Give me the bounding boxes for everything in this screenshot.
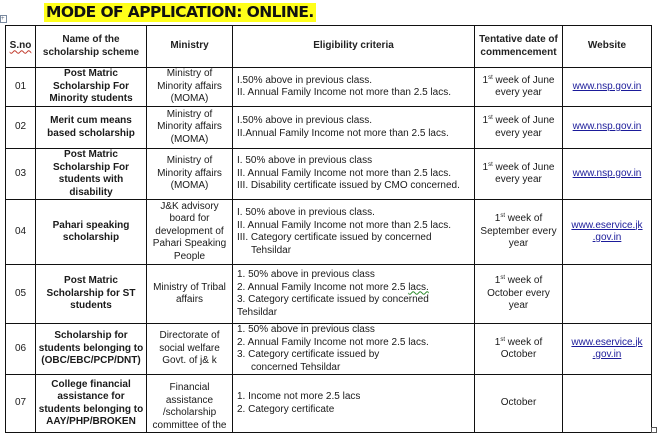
cell-ministry: Ministry of Tribal affairs <box>147 265 233 324</box>
eligibility-criterion: I. 50% above in previous class <box>237 155 373 167</box>
eligibility-criterion: II. Annual Family Income not more than 2.5 lacs. <box>237 219 451 231</box>
table-row <box>6 68 652 107</box>
cell-commencement-date <box>475 324 563 375</box>
scholarship-table <box>5 25 652 433</box>
table-row <box>6 107 652 149</box>
header-date: Tentative date of commencement <box>475 26 563 68</box>
date-ordinal-suffix: st <box>500 336 505 343</box>
date-ordinal-suffix: st <box>488 161 493 168</box>
cell-eligibility <box>233 200 475 265</box>
eligibility-criterion: I.50% above in previous class. <box>237 74 373 86</box>
date-text: October <box>500 397 537 409</box>
cell-website <box>563 149 652 200</box>
page-heading <box>0 1 661 23</box>
cell-ministry: J&K advisory board for development of Pahari Speaking People <box>147 200 233 265</box>
cell-scheme-name: College financial assistance for students belonging to AAY/PHP/BROKEN <box>36 375 147 433</box>
cell-sno: 01 <box>6 68 36 107</box>
eligibility-criterion: II. Annual Family Income not more than 2.5 lacs. <box>237 87 451 98</box>
cell-eligibility <box>233 324 475 375</box>
cell-website <box>563 200 652 265</box>
eligibility-criterion: 1. 50% above in previous class <box>237 324 375 335</box>
date-text: week of October every year <box>487 275 550 312</box>
eligibility-criterion: III. Category certificate issued by concerned <box>237 232 432 243</box>
cell-sno: 02 <box>6 107 36 149</box>
eligibility-criterion: 1. Income not more 2.5 lacs <box>237 391 361 402</box>
cell-scheme-name: Pahari speaking scholarship <box>36 200 147 265</box>
cell-sno: 03 <box>6 149 36 200</box>
cell-ministry: Ministry of Minority affairs (MOMA) <box>147 107 233 149</box>
cell-eligibility <box>233 375 475 433</box>
cell-website <box>563 68 652 107</box>
cell-ministry: Financial assistance /scholarship committee of the <box>147 375 233 433</box>
header-eligibility: Eligibility criteria <box>233 26 475 68</box>
cell-scheme-name: Merit cum means based scholarship <box>36 107 147 149</box>
cell-sno: 05 <box>6 265 36 324</box>
cell-scheme-name: Post Matric Scholarship For students with disability <box>36 149 147 200</box>
cell-website <box>563 375 652 433</box>
cell-scheme-name: Post Matric Scholarship For Minority students <box>36 68 147 107</box>
header-sno: S.no <box>6 26 36 68</box>
table-row <box>6 200 652 265</box>
date-ordinal: 1 <box>482 115 489 126</box>
website-link[interactable]: www.eservice.jk .gov.in <box>571 219 643 243</box>
date-ordinal: 1 <box>482 161 489 173</box>
date-ordinal-suffix: st <box>488 74 493 81</box>
date-text: week of June every year <box>492 161 555 185</box>
date-ordinal: 1 <box>494 336 501 348</box>
cell-website <box>563 265 652 324</box>
eligibility-criterion: I.50% above in previous class. <box>237 115 373 126</box>
cell-sno: 07 <box>6 375 36 433</box>
cell-website <box>563 107 652 149</box>
cell-eligibility <box>233 265 475 324</box>
date-text: week of September every year <box>480 213 557 250</box>
date-text: week of June every year <box>492 74 555 98</box>
date-ordinal-suffix: st <box>500 275 505 282</box>
page-title <box>44 3 316 22</box>
eligibility-criterion: Tehsildar <box>251 244 292 256</box>
cell-sno: 06 <box>6 324 36 375</box>
cell-commencement-date <box>475 265 563 324</box>
eligibility-criterion: 1. 50% above in previous class <box>237 269 375 280</box>
page-title-period: . <box>308 3 314 21</box>
cell-ministry: Directorate of social welfare Govt. of j& k <box>147 324 233 375</box>
cell-eligibility <box>233 107 475 149</box>
cell-eligibility <box>233 149 475 200</box>
date-ordinal-suffix: st <box>500 213 505 220</box>
website-link[interactable]: www.eservice.jk .gov.in <box>571 336 643 360</box>
cell-scheme-name: Post Matric Scholarship for ST students <box>36 265 147 324</box>
cell-commencement-date <box>475 68 563 107</box>
cell-sno: 04 <box>6 200 36 265</box>
date-text: week of October <box>500 336 543 360</box>
table-row <box>6 375 652 433</box>
eligibility-criterion: III. Disability certificate issued by CMO concerned. <box>237 180 460 192</box>
table-header-row <box>6 26 652 68</box>
cell-ministry: Ministry of Minority affairs (MOMA) <box>147 68 233 107</box>
cell-ministry: Ministry of Minority affairs (MOMA) <box>147 149 233 200</box>
table-row <box>6 324 652 375</box>
header-website: Website <box>563 26 652 68</box>
date-text: week of June every year <box>492 115 555 139</box>
cell-commencement-date <box>475 375 563 433</box>
page-title-text: MODE OF APPLICATION: ONLINE <box>46 3 309 21</box>
eligibility-criterion: II.Annual Family Income not more than 2.5 lacs. <box>237 127 449 139</box>
header-ministry: Ministry <box>147 26 233 68</box>
table-resize-handle-icon[interactable] <box>651 427 657 433</box>
date-ordinal: 1 <box>494 213 501 225</box>
eligibility-criterion: I. 50% above in previous class. <box>237 207 375 218</box>
eligibility-criterion: 2. Annual Family Income not more 2.5 lacs. <box>237 281 429 293</box>
eligibility-criterion: 2. Annual Family Income not more 2.5 lacs. <box>237 336 429 348</box>
cell-website <box>563 324 652 375</box>
eligibility-criterion: 3. Category certificate issued by <box>237 349 380 360</box>
cell-commencement-date <box>475 107 563 149</box>
eligibility-criterion: 3. Category certificate issued by concerned <box>237 294 429 305</box>
website-link[interactable]: www.nsp.gov.in <box>572 80 642 92</box>
table-row <box>6 265 652 324</box>
cell-scheme-name: Scholarship for students belonging to (OBC/EBC/PCP/DNT) <box>36 324 147 375</box>
date-ordinal-suffix: st <box>488 115 493 121</box>
website-link[interactable]: www.nsp.gov.in <box>572 121 642 133</box>
cell-commencement-date <box>475 200 563 265</box>
date-ordinal: 1 <box>494 275 501 287</box>
eligibility-criterion: 2. Category certificate <box>237 403 335 415</box>
header-scheme-name: Name of the scholarship scheme <box>36 26 147 68</box>
cell-eligibility <box>233 68 475 107</box>
eligibility-criterion: concerned Tehsildar <box>251 361 341 373</box>
table-row <box>6 149 652 200</box>
cell-commencement-date <box>475 149 563 200</box>
eligibility-criterion: Tehsildar <box>237 306 278 318</box>
table-move-handle-icon[interactable]: + <box>0 15 7 23</box>
website-link[interactable]: www.nsp.gov.in <box>572 167 642 179</box>
eligibility-criterion: II. Annual Family Income not more than 2.5 lacs. <box>237 167 451 179</box>
date-ordinal: 1 <box>482 74 489 86</box>
